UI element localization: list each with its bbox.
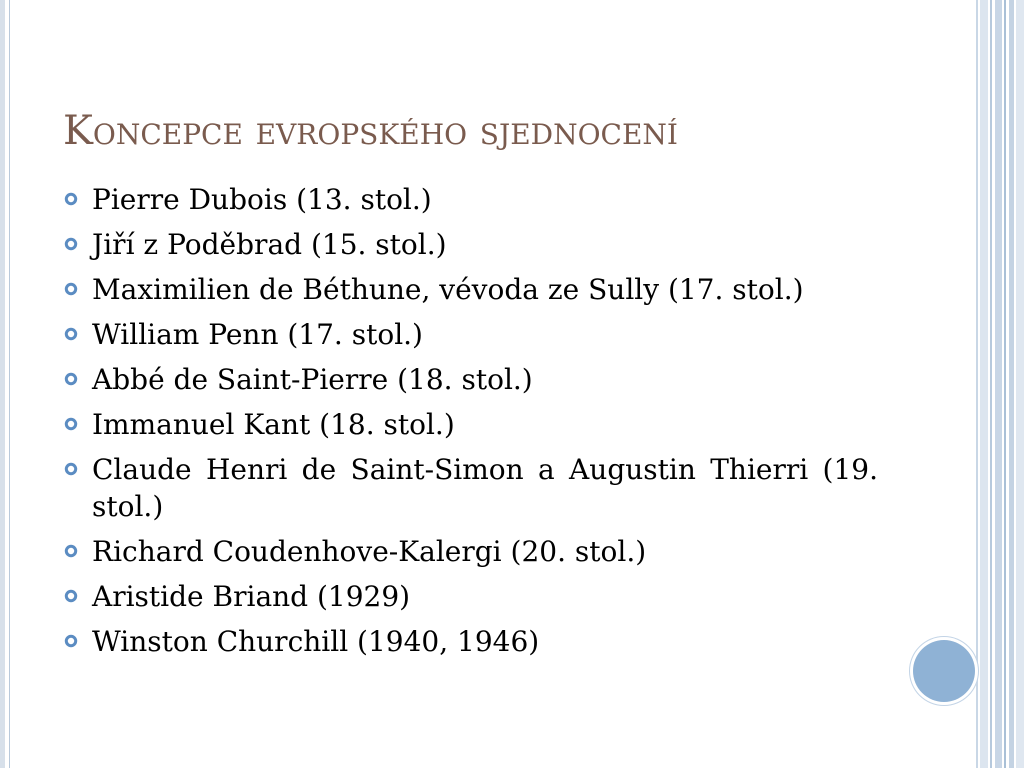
list-item-text: William Penn (17. stol.) [92,318,423,351]
stripe [995,0,1002,768]
stripe [1004,0,1006,768]
list-item [63,226,878,263]
list-item [63,533,878,570]
ring-bullet-icon [64,634,78,648]
list-item [63,361,878,398]
list-item-text: Claude Henri de Saint-Simon a Augustin Thierri (19. stol.) [92,453,878,523]
right-stripes-decoration [976,0,1024,768]
list-item [63,406,878,443]
list-item [63,451,878,525]
list-item-text: Pierre Dubois (13. stol.) [92,183,432,216]
list-item [63,623,878,660]
list-item-text: Aristide Briand (1929) [92,580,411,613]
ring-bullet-icon [64,237,78,251]
ring-bullet-icon [64,462,78,476]
left-border-decoration [0,0,5,768]
list-item [63,316,878,353]
ring-bullet-icon [64,417,78,431]
list-item-text: Maximilien de Béthune, vévoda ze Sully (17. stol.) [92,273,804,306]
stripe [980,0,988,768]
ring-bullet-icon [64,327,78,341]
ring-bullet-icon [64,372,78,386]
ring-bullet-icon [64,544,78,558]
stripe [1009,0,1014,768]
ring-bullet-icon [64,282,78,296]
list-item [63,271,878,308]
list-item [63,578,878,615]
list-item-text: Richard Coudenhove-Kalergi (20. stol.) [92,535,647,568]
list-item-text: Immanuel Kant (18. stol.) [92,408,455,441]
ring-bullet-icon [64,589,78,603]
list-item-text: Abbé de Saint-Pierre (18. stol.) [92,363,533,396]
stripe [976,0,978,768]
list-item [63,181,878,218]
slide-title: Koncepce evropského sjednocení [63,108,678,154]
list-item-text: Winston Churchill (1940, 1946) [92,625,540,658]
left-border-line [9,0,10,768]
bullet-list [63,181,878,668]
ring-bullet-icon [64,192,78,206]
stripe [1016,0,1024,768]
stripe [990,0,992,768]
list-item-text: Jiří z Poděbrad (15. stol.) [92,228,447,261]
decorative-circle [913,640,975,702]
